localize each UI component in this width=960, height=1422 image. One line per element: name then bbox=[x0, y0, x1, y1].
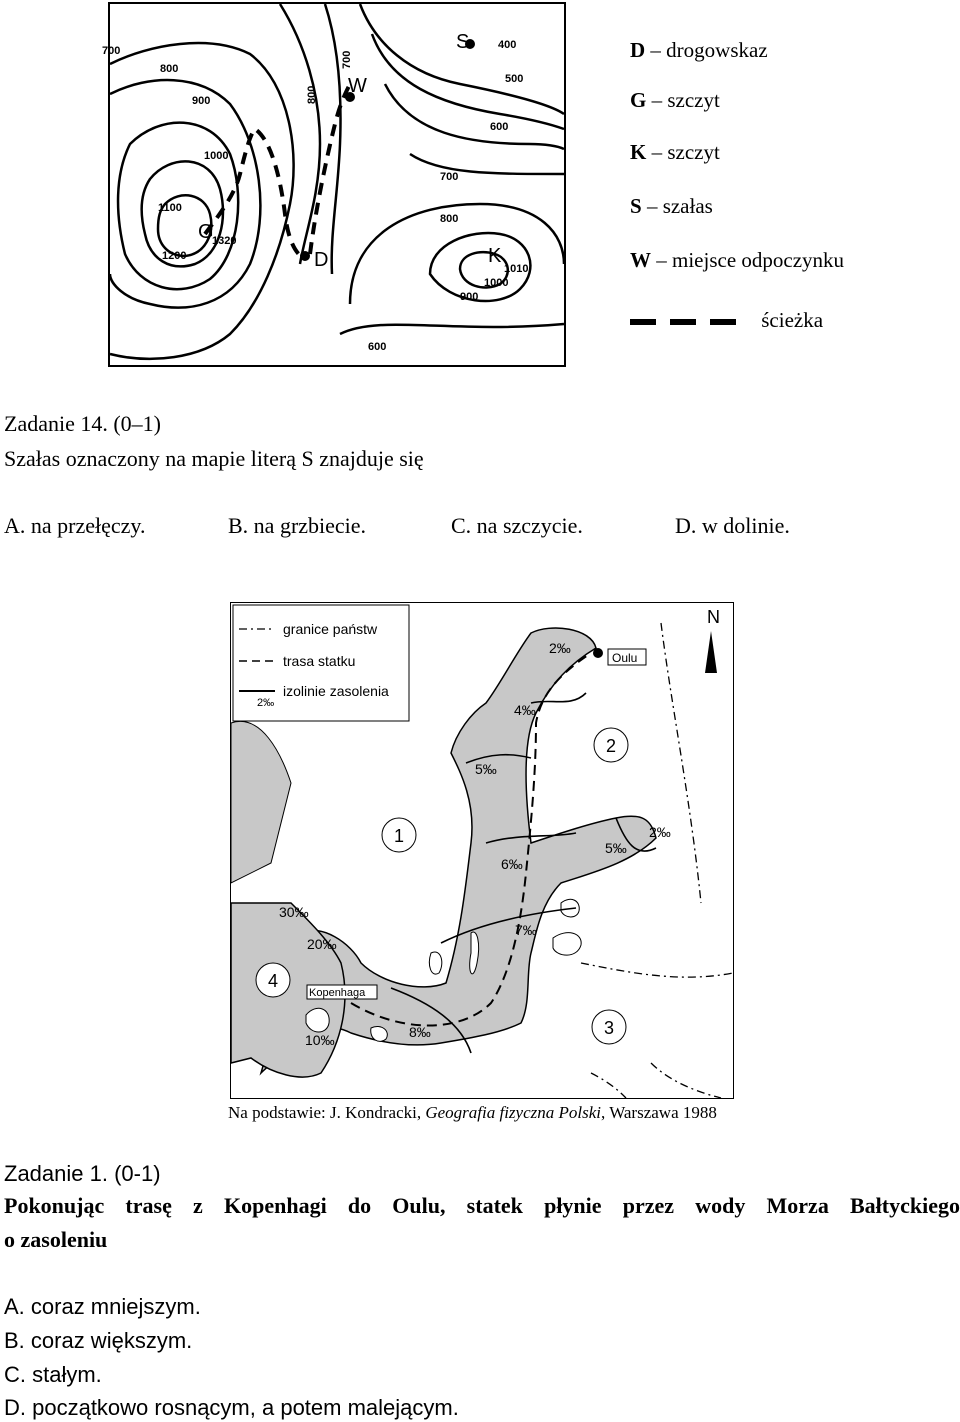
contour-label: 800 bbox=[440, 213, 459, 225]
legend-desc: szałas bbox=[662, 194, 713, 218]
answer-1-a: A. coraz mniejszym. bbox=[4, 1294, 201, 1319]
legend-desc: drogowskaz bbox=[666, 38, 768, 62]
isoline-label: 8‰ bbox=[409, 1024, 431, 1040]
legend-desc: szczyt bbox=[667, 88, 720, 112]
answer-1-d: D. początkowo rosnącym, a potem malejącym. bbox=[4, 1395, 459, 1420]
city-oulu-label: Oulu bbox=[612, 651, 638, 665]
trail-path-D-W bbox=[310, 84, 350, 254]
isoline-label: 4‰ bbox=[514, 702, 536, 718]
baltic-salinity-map bbox=[230, 602, 734, 1099]
legend-desc: szczyt bbox=[667, 140, 720, 164]
isoline-label: 5‰ bbox=[605, 840, 627, 856]
isoline-label: 20‰ bbox=[307, 936, 337, 952]
question-1-line1: Pokonując trasę z Kopenhagi do Oulu, statek płynie przez wody Morza Bałtyckiego bbox=[4, 1193, 960, 1218]
answer-1-c: C. stałym. bbox=[4, 1362, 102, 1387]
legend-borders-label: granice państw bbox=[283, 621, 378, 637]
contour-label: 1200 bbox=[162, 250, 187, 262]
question-1-title: Zadanie 1. (0-1) bbox=[4, 1161, 161, 1186]
contour-label: 1010 bbox=[504, 263, 529, 275]
contour-label: 900 bbox=[460, 291, 479, 303]
point-D-label: D bbox=[314, 249, 329, 271]
oulu-marker bbox=[593, 648, 603, 658]
point-K-label: K bbox=[488, 245, 502, 267]
source-citation bbox=[228, 1103, 717, 1123]
legend-key: G bbox=[630, 88, 647, 112]
isoline-label: 5‰ bbox=[475, 761, 497, 777]
baltic-map-svg bbox=[231, 603, 733, 1098]
contour-line bbox=[360, 4, 564, 114]
source-title: Geografia fizyczna Polski bbox=[425, 1103, 601, 1122]
contour-line bbox=[385, 84, 564, 149]
source-prefix: Na podstawie: J. Kondracki, bbox=[228, 1103, 426, 1122]
contour-line bbox=[340, 324, 564, 334]
legend-key: S bbox=[630, 194, 642, 218]
legend-key: W bbox=[630, 248, 651, 272]
point-W-label: W bbox=[348, 75, 367, 97]
legend-row-K bbox=[630, 140, 720, 165]
legend-key: D bbox=[630, 38, 646, 62]
isoline-label: 2‰ bbox=[549, 640, 571, 656]
legend-row-W bbox=[630, 248, 844, 273]
region-label: 1 bbox=[393, 826, 405, 846]
contour-label: 700 bbox=[341, 50, 353, 69]
contour-label: 1320 bbox=[212, 235, 237, 247]
contour-label: 400 bbox=[498, 39, 517, 51]
isoline-label: 30‰ bbox=[279, 904, 309, 920]
contour-label: 600 bbox=[368, 341, 387, 353]
contour-label: 600 bbox=[490, 121, 509, 133]
legend-sep: – bbox=[646, 194, 658, 218]
isoline-label: 2‰ bbox=[649, 824, 671, 840]
legend-desc: miejsce odpoczynku bbox=[672, 248, 845, 272]
contour-label: 1100 bbox=[158, 202, 182, 214]
contour-label: 500 bbox=[505, 73, 524, 85]
point-G-label: G bbox=[198, 221, 214, 243]
answer-14-a: A. na przełęczy. bbox=[4, 513, 146, 538]
legend-row-S bbox=[630, 194, 713, 219]
topographic-map bbox=[102, 2, 566, 367]
region-label: 4 bbox=[267, 971, 279, 991]
north-label: N bbox=[707, 607, 720, 627]
source-suffix: , Warszawa 1988 bbox=[601, 1103, 717, 1122]
legend-row-D bbox=[630, 38, 768, 63]
isoline-label: 7‰ bbox=[515, 922, 537, 938]
legend-key: K bbox=[630, 140, 647, 164]
legend-row-path bbox=[630, 308, 823, 333]
contour-label: 800 bbox=[306, 85, 318, 104]
legend-sample-label: 2‰ bbox=[257, 697, 275, 709]
contour-line bbox=[325, 4, 340, 274]
contour-label: 800 bbox=[160, 63, 179, 75]
legend-salinity-label: izolinie zasolenia bbox=[283, 683, 389, 699]
point-S-label: S bbox=[456, 31, 470, 53]
legend-sep: – bbox=[656, 248, 667, 272]
answer-14-d: D. w dolinie. bbox=[675, 513, 790, 538]
dashed-line-icon bbox=[630, 314, 750, 330]
legend-route-label: trasa statku bbox=[283, 653, 356, 669]
legend-sep: – bbox=[650, 38, 661, 62]
north-arrow-icon bbox=[705, 631, 717, 673]
isoline-label: 10‰ bbox=[305, 1032, 335, 1048]
region-label: 3 bbox=[603, 1018, 615, 1038]
contour-label: 1000 bbox=[204, 150, 229, 162]
question-14-title: Zadanie 14. (0–1) bbox=[4, 411, 161, 436]
answer-1-b: B. coraz większym. bbox=[4, 1328, 193, 1353]
point-D-marker bbox=[300, 251, 310, 261]
legend-sep: – bbox=[651, 140, 663, 164]
contour-label: 1000 bbox=[484, 277, 509, 289]
answer-14-c: C. na szczycie. bbox=[451, 513, 583, 538]
legend-sep: – bbox=[651, 88, 663, 112]
contour-label: 700 bbox=[440, 171, 459, 183]
answer-14-b: B. na grzbiecie. bbox=[228, 513, 367, 538]
contour-map-svg bbox=[102, 4, 564, 365]
contour-label: 700 bbox=[102, 45, 121, 57]
question-14-text: Szałas oznaczony na mapie literą S znajduje się bbox=[4, 446, 424, 471]
legend-desc: ścieżka bbox=[761, 308, 824, 332]
city-kopenhaga-label: Kopenhaga bbox=[309, 987, 366, 999]
region-label: 2 bbox=[605, 736, 617, 756]
contour-label: 900 bbox=[192, 95, 211, 107]
legend-row-G bbox=[630, 88, 720, 113]
contour-line bbox=[410, 154, 564, 174]
isoline-label: 6‰ bbox=[501, 856, 523, 872]
question-1-line2: o zasoleniu bbox=[4, 1227, 108, 1252]
